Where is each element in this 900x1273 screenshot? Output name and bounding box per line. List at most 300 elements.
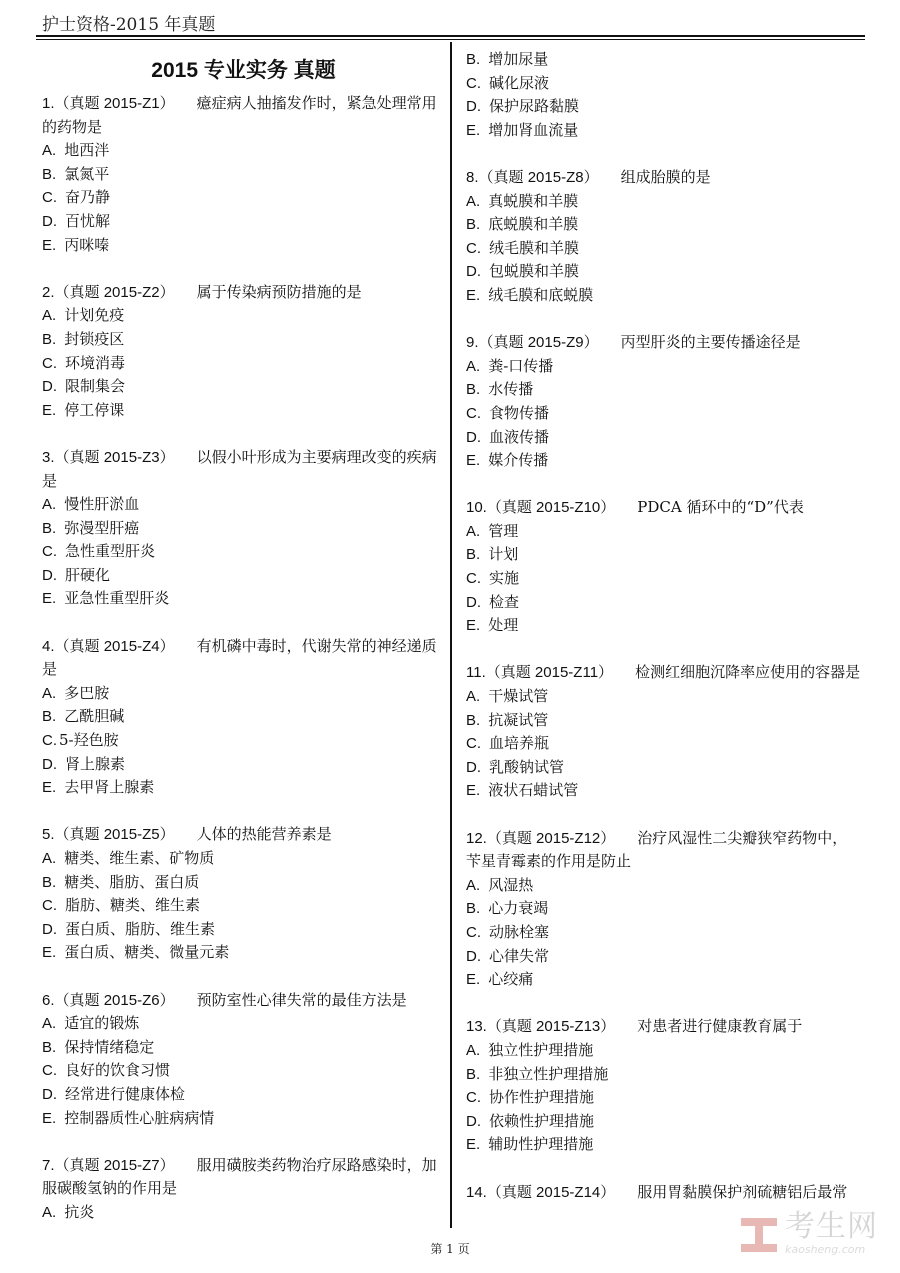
source-close-paren: ）: [159, 990, 175, 1009]
answer-option: [466, 48, 861, 72]
answer-option: [466, 685, 861, 709]
option-text: 急性重型肝炎: [65, 542, 156, 561]
source-close-paren: ）: [159, 825, 175, 844]
answer-option: [42, 894, 437, 918]
source-open-paren: （: [486, 498, 502, 517]
source-close-paren: ）: [159, 1155, 175, 1174]
watermark-url: kaosheng.com: [785, 1243, 866, 1256]
column-divider: [450, 42, 452, 1228]
source-label: 真题 2015-Z13: [501, 1018, 601, 1036]
answer-option: [42, 352, 437, 376]
option-letter: B.: [42, 519, 57, 537]
option-text: 环境消毒: [65, 353, 126, 372]
question-7-continued-options: [466, 48, 861, 142]
option-text: 干燥试管: [488, 687, 549, 706]
question-block: [42, 92, 437, 257]
option-letter: B.: [42, 708, 57, 726]
option-text: 计划免疫: [64, 306, 125, 325]
source-close-paren: ）: [598, 663, 614, 682]
answer-option: [42, 941, 437, 965]
option-letter: D.: [42, 212, 57, 230]
option-letter: D.: [42, 1085, 57, 1103]
question-source: [487, 499, 615, 516]
answer-option: [42, 493, 437, 517]
option-text: 封锁疫区: [64, 329, 125, 348]
option-letter: E.: [466, 121, 481, 139]
option-text: 乳酸钠试管: [489, 757, 565, 776]
option-text: 抗凝试管: [488, 710, 549, 729]
answer-option: [42, 186, 437, 210]
question-number: 5.: [42, 826, 55, 844]
option-letter: B.: [466, 1065, 481, 1083]
option-letter: C.: [466, 570, 481, 588]
option-text: 限制集会: [65, 377, 126, 396]
answer-option: [466, 614, 861, 638]
source-label: 真题 2015-Z10: [501, 499, 601, 517]
source-open-paren: （: [54, 447, 70, 466]
source-open-paren: （: [486, 1182, 502, 1201]
option-text: 保持情绪稳定: [64, 1037, 155, 1056]
source-close-paren: ）: [159, 94, 175, 112]
option-text: 多巴胺: [64, 683, 110, 702]
option-letter: E.: [466, 286, 481, 304]
option-letter: D.: [466, 947, 481, 965]
option-letter: C.: [466, 735, 481, 753]
answer-option: [466, 426, 861, 450]
source-open-paren: （: [54, 825, 70, 844]
source-close-paren: ）: [600, 498, 616, 517]
question-stem: [42, 281, 437, 305]
option-letter: B.: [42, 873, 57, 891]
option-text: 非独立性护理措施: [488, 1064, 609, 1083]
option-text: 抗炎: [64, 1202, 95, 1221]
source-label: 真题 2015-Z9: [493, 334, 584, 352]
option-text: 亚急性重型肝炎: [64, 589, 170, 608]
source-open-paren: （: [54, 636, 70, 655]
option-letter: E.: [466, 782, 481, 800]
answer-option: [466, 72, 861, 96]
answer-option: [42, 753, 437, 777]
answer-option: [42, 234, 437, 258]
option-letter: E.: [42, 236, 57, 254]
question-text: 服用磺胺类药物治疗尿路感染时，加服碳酸氢钠的作用是: [42, 1155, 437, 1198]
option-text: 血培养瓶: [489, 734, 550, 753]
option-text: 保护尿路黏膜: [489, 97, 580, 116]
source-label: 真题 2015-Z8: [493, 168, 584, 186]
question-number: 3.: [42, 448, 55, 466]
question-source: [486, 664, 613, 681]
option-text: 脂肪、糖类、维生素: [65, 896, 201, 915]
source-close-paren: ）: [159, 636, 175, 655]
option-letter: A.: [466, 522, 481, 540]
option-text: 增加肾血流量: [488, 120, 579, 139]
question-source: [55, 638, 175, 655]
question-source: [55, 826, 175, 843]
answer-option: [466, 520, 861, 544]
watermark-name: 考生网: [785, 1209, 878, 1244]
option-letter: B.: [466, 51, 481, 68]
question-source: [479, 334, 599, 351]
question-text: 癔症病人抽搐发作时，紧急处理常用的药物是: [42, 94, 437, 136]
option-text: 适宜的锻炼: [64, 1014, 140, 1033]
source-label: 真题 2015-Z14: [501, 1183, 601, 1201]
question-block: [42, 989, 437, 1131]
page-footer: 第 1 页: [430, 1242, 470, 1256]
question-source: [55, 95, 175, 112]
option-letter: D.: [42, 755, 57, 773]
option-letter: D.: [466, 593, 481, 611]
option-text: 心力衰竭: [488, 899, 549, 918]
question-number: 9.: [466, 334, 479, 352]
option-letter: C.: [42, 543, 57, 561]
source-open-paren: （: [54, 94, 70, 112]
question-source: [55, 284, 175, 301]
answer-option: [466, 591, 861, 615]
answer-option: [466, 779, 861, 803]
answer-option: [466, 732, 861, 756]
source-close-paren: ）: [600, 1182, 616, 1201]
question-block: [42, 1154, 437, 1225]
option-letter: C.: [466, 74, 481, 92]
question-text: 组成胎膜的是: [620, 167, 711, 186]
option-letter: B.: [466, 216, 481, 234]
answer-option: [42, 1059, 437, 1083]
question-number: 12.: [466, 829, 487, 847]
option-letter: E.: [466, 1136, 481, 1154]
option-text: 实施: [489, 569, 520, 588]
option-text: 计划: [488, 545, 519, 564]
question-block: [42, 281, 437, 423]
answer-option: [42, 705, 437, 729]
option-letter: C.: [466, 239, 481, 257]
answer-option: [42, 517, 437, 541]
question-block: [466, 1181, 861, 1205]
question-number: 8.: [466, 168, 479, 186]
source-close-paren: ）: [159, 282, 175, 301]
question-source: [55, 449, 175, 466]
option-text: 管理: [488, 521, 519, 540]
option-letter: C.: [42, 897, 57, 915]
answer-option: [466, 402, 861, 426]
option-text: 液状石蜡试管: [488, 781, 579, 800]
option-text: 停工停课: [64, 400, 125, 419]
answer-option: [466, 213, 861, 237]
answer-option: [466, 874, 861, 898]
option-letter: E.: [42, 779, 57, 797]
option-letter: C.: [42, 354, 57, 372]
question-text: 预防室性心律失常的最佳方法是: [196, 990, 407, 1009]
option-letter: D.: [466, 428, 481, 446]
option-text: 肾上腺素: [65, 754, 126, 773]
source-label: 真题 2015-Z6: [69, 991, 160, 1009]
option-text: 增加尿量: [488, 50, 549, 68]
answer-option: [466, 284, 861, 308]
option-text: 绒毛膜和底蜕膜: [488, 285, 594, 304]
answer-option: [42, 1201, 437, 1225]
option-letter: A.: [466, 688, 481, 706]
option-letter: A.: [42, 307, 57, 325]
source-label: 真题 2015-Z4: [69, 637, 160, 655]
option-text: 氯氮平: [64, 164, 110, 183]
option-letter: B.: [466, 900, 481, 918]
answer-option: [466, 1039, 861, 1063]
option-text: 慢性肝淤血: [64, 495, 140, 514]
question-stem: [466, 1015, 861, 1039]
answer-option: [466, 709, 861, 733]
answer-option: [466, 119, 861, 143]
question-number: 4.: [42, 637, 55, 655]
option-letter: D.: [42, 378, 57, 396]
question-number: 2.: [42, 283, 55, 301]
option-letter: E.: [466, 971, 481, 989]
option-letter: A.: [42, 1203, 57, 1221]
source-label: 真题 2015-Z12: [501, 829, 601, 847]
option-letter: C.: [42, 732, 57, 750]
question-text: 属于传染病预防措施的是: [196, 282, 362, 301]
source-open-paren: （: [485, 663, 501, 682]
source-close-paren: ）: [600, 828, 616, 847]
answer-option: [466, 260, 861, 284]
answer-option: [42, 918, 437, 942]
right-question-list: [466, 166, 861, 1204]
answer-option: [42, 682, 437, 706]
running-header-title: 护士资格-2015 年真题: [42, 15, 216, 35]
question-number: 11.: [466, 664, 486, 682]
source-label: 真题 2015-Z11: [500, 664, 599, 682]
header-rule-thin: [36, 39, 865, 40]
option-text: 肝硬化: [65, 565, 111, 584]
option-letter: C.: [42, 1062, 57, 1080]
option-letter: D.: [466, 98, 481, 116]
option-text: 经常进行健康体检: [65, 1084, 186, 1103]
question-source: [479, 169, 599, 186]
answer-option: [466, 543, 861, 567]
answer-option: [466, 968, 861, 992]
question-text: 丙型肝炎的主要传播途径是: [620, 333, 801, 352]
option-letter: B.: [42, 1038, 57, 1056]
answer-option: [42, 1083, 437, 1107]
option-text: 独立性护理措施: [488, 1040, 594, 1059]
answer-option: [42, 847, 437, 871]
option-text: 百忧解: [65, 211, 111, 230]
option-letter: B.: [42, 165, 57, 183]
option-text: 检查: [489, 592, 520, 611]
option-text: 弥漫型肝癌: [64, 518, 140, 537]
answer-option: [466, 756, 861, 780]
question-text: 人体的热能营养素是: [196, 825, 332, 844]
source-open-paren: （: [54, 1155, 70, 1174]
option-text: 碱化尿液: [489, 73, 550, 92]
question-block: [466, 1015, 861, 1157]
question-text: 以假小叶形成为主要病理改变的疾病是: [42, 447, 437, 490]
option-text: 协作性护理措施: [489, 1088, 595, 1107]
option-letter: A.: [42, 1015, 57, 1033]
source-label: 真题 2015-Z1: [69, 95, 160, 112]
answer-option: [466, 237, 861, 261]
option-text: 辅助性护理措施: [488, 1135, 594, 1154]
option-letter: A.: [42, 850, 57, 867]
option-letter: E.: [42, 590, 57, 608]
question-stem: [42, 1154, 437, 1201]
option-letter: A.: [42, 496, 57, 514]
answer-option: [42, 1107, 437, 1131]
option-text: 真蜕膜和羊膜: [488, 191, 579, 210]
question-stem: [42, 92, 437, 139]
question-number: 10.: [466, 499, 487, 517]
answer-option: [42, 210, 437, 234]
question-stem: [466, 1181, 861, 1205]
question-text: 治疗风湿性二尖瓣狭窄药物中，苄星青霉素的作用是防止: [466, 828, 848, 871]
question-text: 检测红细胞沉降率应使用的容器是: [635, 663, 861, 682]
option-letter: E.: [466, 452, 481, 470]
option-letter: E.: [42, 401, 57, 419]
option-text: 丙咪嗪: [64, 235, 110, 254]
question-block: [42, 823, 437, 965]
question-number: 6.: [42, 991, 55, 1009]
question-block: [466, 827, 861, 992]
option-letter: A.: [466, 876, 481, 894]
option-text: 依赖性护理措施: [489, 1111, 595, 1130]
option-text: 心律失常: [489, 946, 550, 965]
answer-option: [42, 328, 437, 352]
option-text: 地西泮: [64, 141, 110, 160]
option-text: 水传播: [488, 380, 534, 399]
option-text: 5-羟色胺: [59, 731, 119, 750]
answer-option: [42, 139, 437, 163]
option-text: 去甲肾上腺素: [64, 778, 155, 797]
answer-option: [42, 776, 437, 800]
answer-option: [466, 897, 861, 921]
source-label: 真题 2015-Z7: [69, 1156, 160, 1174]
source-label: 真题 2015-Z5: [69, 826, 160, 844]
option-text: 控制器质性心脏病病情: [64, 1108, 215, 1127]
question-stem: [42, 446, 437, 493]
question-source: [487, 830, 615, 847]
question-text: PDCA 循环中的“D”代表: [637, 498, 804, 517]
option-letter: D.: [466, 758, 481, 776]
document-title: 2015 专业实务 真题: [151, 59, 336, 82]
option-letter: A.: [42, 684, 57, 702]
option-letter: A.: [466, 192, 481, 210]
answer-option: [466, 567, 861, 591]
question-text: 服用胃黏膜保护剂硫糖铝后最常: [637, 1182, 848, 1201]
question-source: [55, 1157, 175, 1174]
option-text: 处理: [488, 616, 519, 635]
option-text: 动脉栓塞: [489, 922, 550, 941]
question-block: [466, 661, 861, 803]
option-text: 绒毛膜和羊膜: [489, 238, 580, 257]
question-stem: [42, 989, 437, 1013]
answer-option: [466, 1063, 861, 1087]
option-text: 奋乃静: [65, 188, 111, 207]
question-block: [466, 166, 861, 308]
answer-option: [42, 1012, 437, 1036]
answer-option: [466, 1133, 861, 1157]
question-block: [466, 496, 861, 638]
answer-option: [466, 1110, 861, 1134]
option-text: 底蜕膜和羊膜: [488, 215, 579, 234]
option-letter: B.: [466, 546, 481, 564]
question-text: 有机磷中毒时，代谢失常的神经递质是: [42, 636, 437, 679]
option-letter: C.: [466, 404, 481, 422]
source-label: 真题 2015-Z2: [69, 283, 160, 301]
question-text: 对患者进行健康教育属于: [637, 1017, 803, 1036]
source-open-paren: （: [478, 167, 494, 186]
answer-option: [42, 587, 437, 611]
option-text: 粪-口传播: [488, 356, 554, 375]
answer-option: [466, 355, 861, 379]
option-letter: C.: [42, 189, 57, 207]
option-letter: C.: [466, 923, 481, 941]
option-letter: C.: [466, 1089, 481, 1107]
option-letter: A.: [42, 142, 57, 160]
option-letter: B.: [42, 330, 57, 348]
question-stem: [466, 496, 861, 520]
header-rule-thick: [36, 35, 865, 37]
answer-option: [42, 1036, 437, 1060]
option-letter: D.: [42, 920, 57, 938]
question-source: [487, 1184, 615, 1201]
answer-option: [42, 871, 437, 895]
source-close-paren: ）: [159, 447, 175, 466]
answer-option: [42, 540, 437, 564]
watermark: [739, 1209, 878, 1256]
option-text: 风湿热: [488, 875, 534, 894]
question-stem: [466, 827, 861, 874]
answer-option: [42, 304, 437, 328]
question-stem: [466, 661, 861, 685]
source-open-paren: （: [486, 1017, 502, 1036]
source-close-paren: ）: [583, 333, 599, 352]
question-stem: [42, 635, 437, 682]
option-text: 蛋白质、脂肪、维生素: [65, 919, 216, 938]
answer-option: [42, 375, 437, 399]
option-text: 良好的饮食习惯: [65, 1061, 171, 1080]
answer-option: [466, 1086, 861, 1110]
question-number: 14.: [466, 1183, 487, 1201]
option-letter: E.: [466, 617, 481, 635]
option-text: 心绞痛: [488, 970, 534, 989]
question-stem: [466, 166, 861, 190]
option-letter: A.: [466, 1041, 481, 1059]
source-open-paren: （: [54, 282, 70, 301]
answer-option: [466, 449, 861, 473]
option-letter: D.: [466, 263, 481, 281]
option-letter: D.: [466, 1112, 481, 1130]
right-column: [466, 48, 861, 1228]
source-open-paren: （: [486, 828, 502, 847]
option-text: 蛋白质、糖类、微量元素: [64, 943, 230, 962]
watermark-logo-icon: [739, 1214, 779, 1254]
option-text: 乙酰胆碱: [64, 707, 125, 726]
answer-option: [466, 95, 861, 119]
source-close-paren: ）: [583, 167, 599, 186]
option-letter: D.: [42, 566, 57, 584]
option-letter: A.: [466, 357, 481, 375]
question-source: [487, 1018, 615, 1035]
question-number: 13.: [466, 1018, 487, 1036]
option-text: 食物传播: [489, 403, 550, 422]
answer-option: [466, 921, 861, 945]
left-question-list: [42, 92, 437, 1225]
question-number: 7.: [42, 1156, 55, 1174]
question-block: [42, 446, 437, 611]
option-letter: B.: [466, 711, 481, 729]
answer-option: [466, 378, 861, 402]
left-column: [42, 48, 437, 1248]
source-open-paren: （: [478, 333, 494, 352]
question-block: [466, 331, 861, 473]
